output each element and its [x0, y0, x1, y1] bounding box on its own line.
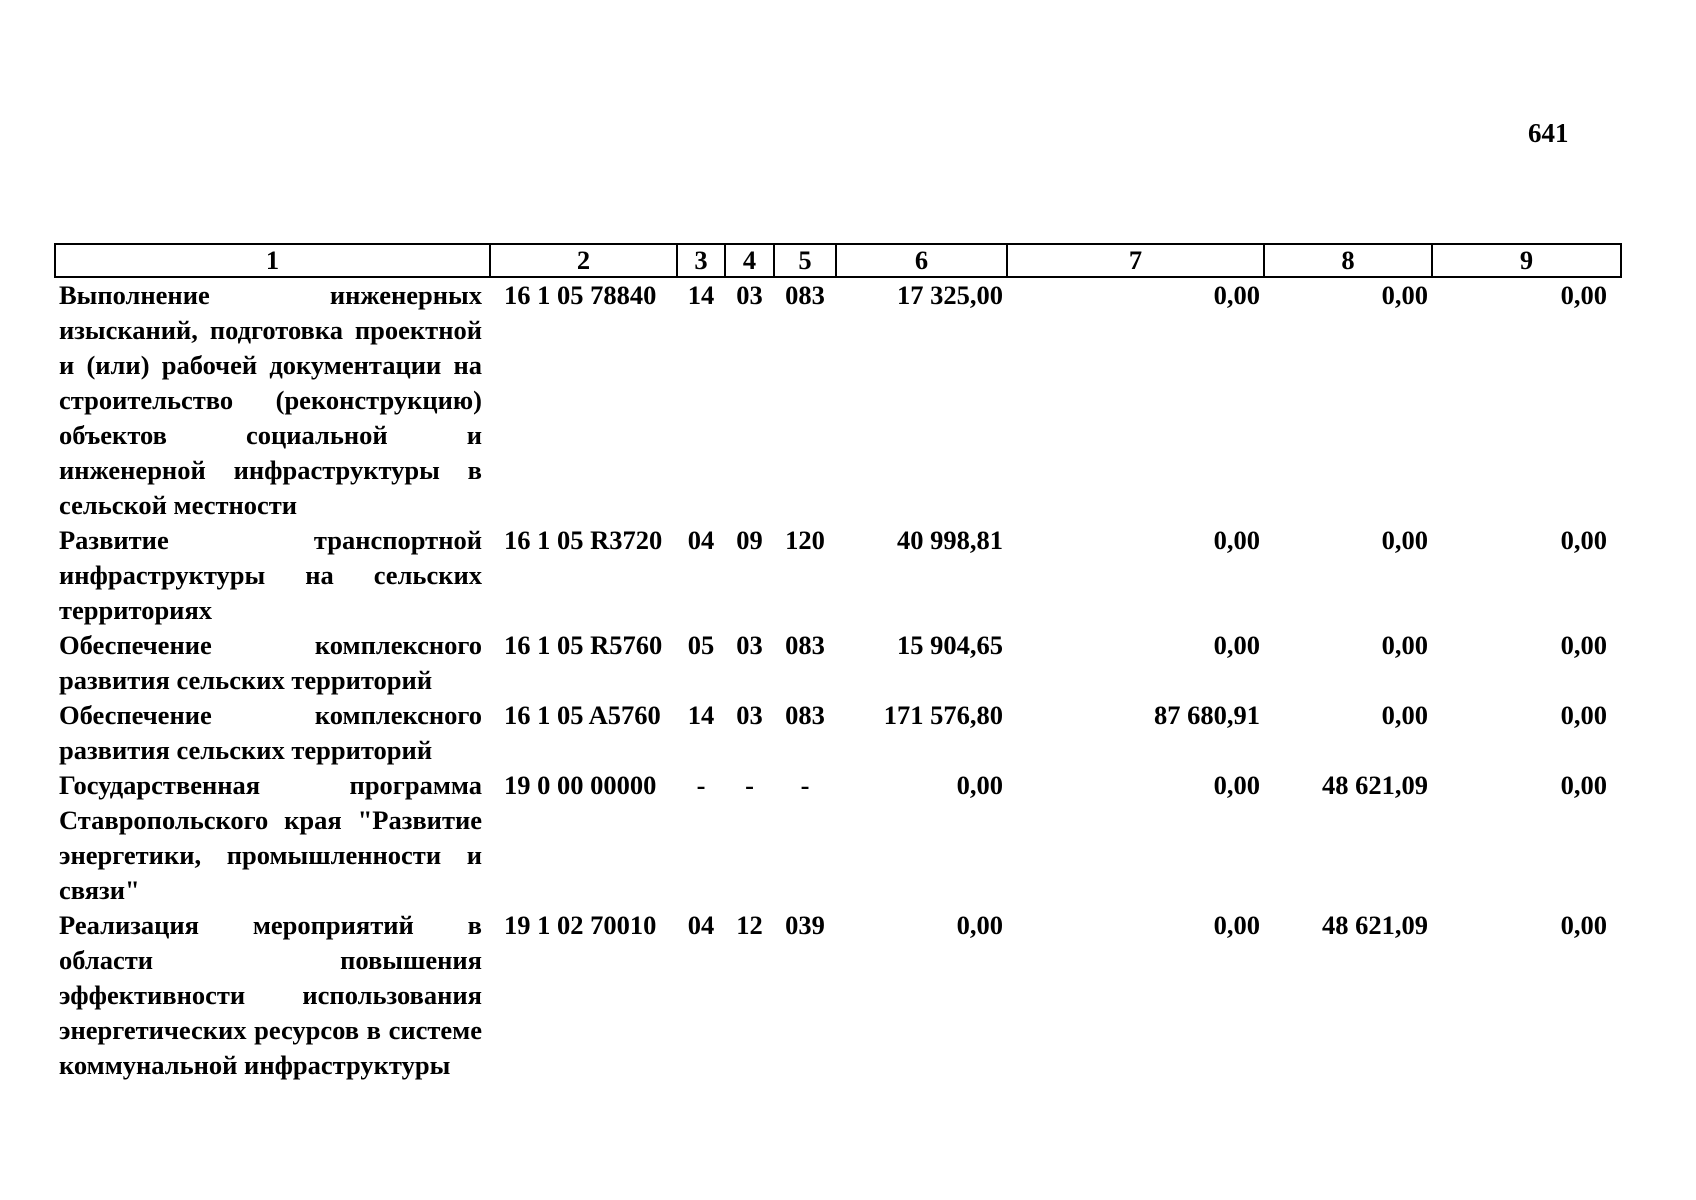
row-subsection: 12	[736, 910, 763, 940]
row-code: 16 1 05 A5760	[504, 700, 661, 730]
row-subsection: 03	[736, 630, 763, 660]
header-col-6: 6	[836, 244, 1007, 277]
row-name: Обеспечение комплексного развития сельских территорий	[59, 700, 482, 765]
row-value-9: 0,00	[1560, 525, 1607, 555]
row-name: Обеспечение комплексного развития сельских территорий	[59, 630, 482, 695]
row-type: 083	[785, 700, 825, 730]
row-subsection: -	[745, 770, 754, 800]
row-value-6: 40 998,81	[897, 525, 1003, 555]
table-row	[55, 628, 1621, 698]
table-row	[55, 768, 1621, 908]
row-code: 16 1 05 R3720	[504, 525, 663, 555]
row-value-7: 0,00	[1213, 910, 1260, 940]
row-value-8: 0,00	[1381, 525, 1428, 555]
page-number: 641	[1528, 118, 1569, 148]
row-value-6: 171 576,80	[883, 700, 1003, 730]
header-col-9: 9	[1432, 244, 1621, 277]
row-value-9: 0,00	[1560, 700, 1607, 730]
row-value-7: 0,00	[1213, 525, 1260, 555]
row-section: 14	[687, 700, 715, 730]
row-subsection: 03	[736, 700, 763, 730]
row-name: Реализация мероприятий в области повышения эффективности использования энергетических ресурсов в системе коммунальной инфраструктуры	[59, 910, 482, 1080]
row-section: -	[696, 770, 706, 800]
row-value-7: 0,00	[1213, 280, 1260, 310]
table-row	[55, 523, 1621, 628]
header-col-1: 1	[55, 244, 490, 277]
row-subsection: 03	[736, 280, 763, 310]
row-value-9: 0,00	[1560, 910, 1607, 940]
header-col-4: 4	[725, 244, 774, 277]
row-subsection: 09	[736, 525, 763, 555]
row-name: Государственная программа Ставропольского края "Развитие энергетики, промышленности и связи"	[59, 770, 482, 905]
row-section: 05	[687, 630, 715, 660]
row-value-8: 48 621,09	[1322, 770, 1428, 800]
row-value-9: 0,00	[1560, 280, 1607, 310]
header-col-5: 5	[774, 244, 836, 277]
budget-table	[54, 243, 1622, 1083]
row-value-6: 17 325,00	[897, 280, 1003, 310]
row-code: 16 1 05 R5760	[504, 630, 663, 660]
row-code: 19 0 00 00000	[504, 770, 657, 800]
row-section: 14	[687, 280, 715, 310]
table-row	[55, 698, 1621, 768]
row-value-7: 0,00	[1213, 630, 1260, 660]
row-value-7: 87 680,91	[1154, 700, 1260, 730]
row-type: -	[800, 770, 810, 800]
row-value-6: 15 904,65	[897, 630, 1003, 660]
row-value-8: 0,00	[1381, 700, 1428, 730]
row-value-6: 0,00	[956, 770, 1003, 800]
row-code: 19 1 02 70010	[504, 910, 657, 940]
row-type: 083	[785, 630, 825, 660]
table-header-row	[55, 244, 1621, 277]
header-col-7: 7	[1007, 244, 1264, 277]
row-value-9: 0,00	[1560, 770, 1607, 800]
row-type: 039	[785, 910, 825, 940]
row-code: 16 1 05 78840	[504, 280, 657, 310]
row-value-8: 0,00	[1381, 280, 1428, 310]
row-section: 04	[687, 910, 715, 940]
row-value-8: 48 621,09	[1322, 910, 1428, 940]
row-value-6: 0,00	[956, 910, 1003, 940]
header-col-8: 8	[1264, 244, 1432, 277]
row-type: 120	[785, 525, 825, 555]
row-name: Выполнение инженерных изысканий, подготовка проектной и (или) рабочей документации на строительство (реконструкцию) объектов социальной и инженерной инфраструктуры в сельской местности	[59, 280, 482, 520]
header-col-3: 3	[677, 244, 725, 277]
row-value-9: 0,00	[1560, 630, 1607, 660]
row-name: Развитие транспортной инфраструктуры на сельских территориях	[59, 525, 482, 625]
row-section: 04	[687, 525, 715, 555]
row-value-7: 0,00	[1213, 770, 1260, 800]
header-col-2: 2	[490, 244, 677, 277]
row-value-8: 0,00	[1381, 630, 1428, 660]
table-row	[55, 277, 1621, 523]
row-type: 083	[785, 280, 825, 310]
table-row	[55, 908, 1621, 1083]
